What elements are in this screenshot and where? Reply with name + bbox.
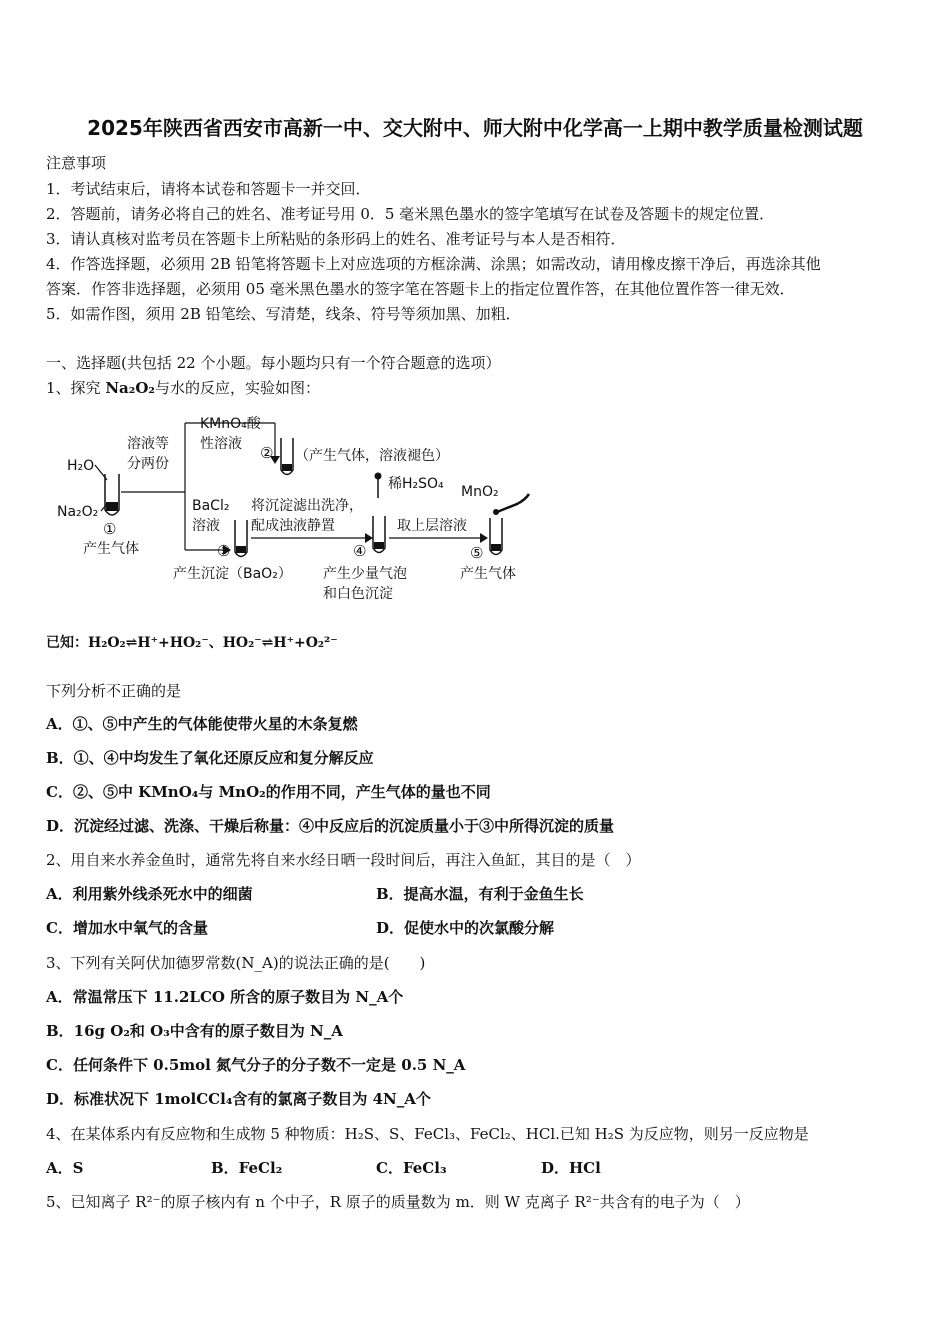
upper-arrowhead (480, 533, 488, 543)
kmno4-label-1: KMnO₄酸 (200, 416, 261, 432)
question-3-stem: 3、下列有关阿伏加德罗常数(N_A)的说法正确的是( ) (46, 954, 426, 972)
circle-1: ① (103, 520, 117, 538)
tube4-result-1: 产生少量气泡 (323, 566, 407, 582)
bacl2-label-1: BaCl₂ (192, 498, 230, 514)
q1-option-d[interactable]: D．沉淀经过滤、洗涤、干燥后称量：④中反应后的沉淀质量小于③中所得沉淀的质量 (46, 817, 615, 835)
tube1-result: 产生气体 (83, 541, 139, 557)
notice-item: 答案．作答非选择题，必须用 05 毫米黑色墨水的签字笔在答题卡上的指定位置作答，在其他位置作答一律无效． (46, 280, 795, 298)
q3-option-b[interactable]: B．16g O₂和 O₃中含有的原子数目为 N_A (46, 1022, 343, 1040)
test-tube-5 (490, 518, 502, 555)
kmno4-label-2: 性溶液 (200, 436, 242, 452)
circle-3: ③ (217, 542, 231, 560)
q1-option-b[interactable]: B．①、④中均发生了氧化还原反应和复分解反应 (46, 749, 374, 767)
q2-option-b[interactable]: B．提高水温，有利于金鱼生长 (376, 885, 584, 903)
dropper-icon (375, 473, 382, 499)
q3-option-d[interactable]: D．标准状况下 1molCCl₄含有的氯离子数目为 4N_A个 (46, 1090, 431, 1108)
q2-option-a[interactable]: A．利用紫外线杀死水中的细菌 (46, 885, 253, 903)
h2so4-label: 稀H₂SO₄ (388, 476, 444, 492)
q3-option-a[interactable]: A．常温常压下 11.2LCO 所含的原子数目为 N_A个 (46, 988, 404, 1006)
q1-option-a[interactable]: A．①、⑤中产生的气体能使带火星的木条复燃 (46, 715, 358, 733)
split-label-2: 分两份 (127, 456, 169, 472)
tube3-result: 产生沉淀（BaO₂） (173, 566, 292, 582)
q1-stem-prefix: 1、探究 (46, 379, 106, 397)
q2-option-c[interactable]: C．增加水中氧气的含量 (46, 919, 208, 937)
circle-2: ② (260, 444, 274, 462)
notice-item: 5．如需作图，须用 2B 铅笔绘、写清楚，线条、符号等须加黑、加粗． (46, 305, 521, 323)
test-tube-3 (235, 520, 247, 557)
circle-4: ④ (353, 542, 367, 560)
test-tube-4 (373, 516, 385, 553)
page-title: 2025年陕西省西安市高新一中、交大附中、师大附中化学高一上期中教学质量检测试题 (87, 116, 863, 140)
na2o2-label: Na₂O₂ (57, 504, 99, 520)
q3-option-c[interactable]: C．任何条件下 0.5mol 氮气分子的分子数不一定是 0.5 N_A (46, 1056, 466, 1074)
upper-layer-label: 取上层溶液 (397, 518, 467, 534)
notice-item: 2．答题前，请务必将自己的姓名、准考证号用 0．5 毫米黑色墨水的签字笔填写在试卷及答题卡的规定位置． (46, 205, 775, 223)
bacl2-label-2: 溶液 (192, 518, 220, 534)
q2-option-d[interactable]: D．促使水中的次氯酸分解 (376, 919, 555, 937)
notice-item: 1．考试结束后，请将本试卷和答题卡一并交回． (46, 180, 371, 198)
tube4-result-2: 和白色沉淀 (323, 586, 393, 602)
q1-stem-formula: Na₂O₂ (105, 379, 155, 397)
q1-known: 已知：H₂O₂⇌H⁺+HO₂⁻、HO₂⁻⇌H⁺+O₂²⁻ (46, 635, 338, 651)
q4-option-c[interactable]: C．FeCl₃ (376, 1159, 447, 1177)
tube5-result: 产生气体 (460, 566, 516, 582)
test-tube-2 (281, 438, 293, 475)
experiment-diagram (55, 408, 545, 608)
tube2-result: （产生气体，溶液褪色） (295, 448, 449, 464)
notice-item: 4．作答选择题，必须用 2B 铅笔将答题卡上对应选项的方框涂满、涂黑；如需改动，请用橡皮擦干净后，再选涂其他 (46, 255, 821, 273)
mno2-label: MnO₂ (461, 484, 499, 500)
notice-item: 3．请认真核对监考员在答题卡上所粘贴的条形码上的姓名、准考证号与本人是否相符． (46, 230, 626, 248)
question-5-stem: 5、已知离子 R²⁻的原子核内有 n 个中子，R 原子的质量数为 m．则 W 克离子 R²⁻共含有的电子为（ ） (46, 1193, 750, 1211)
question-4-stem: 4、在某体系内有反应物和生成物 5 种物质：H₂S、S、FeCl₃、FeCl₂、HCl.已知 H₂S 为反应物，则另一反应物是 (46, 1125, 809, 1143)
q1-ask: 下列分析不正确的是 (46, 682, 182, 700)
section-heading: 一、选择题(共包括 22 个小题。每小题均只有一个符合题意的选项） (46, 354, 501, 372)
question-2-stem: 2、用自来水养金鱼时，通常先将自来水经日晒一段时间后，再注入鱼缸，其目的是（ ） (46, 851, 641, 869)
notice-heading: 注意事项 (46, 154, 107, 172)
q1-stem-suffix: 与水的反应，实验如图： (154, 379, 320, 397)
q4-option-a[interactable]: A．S (46, 1159, 84, 1177)
circle-5: ⑤ (470, 544, 484, 562)
h2o-label: H₂O (67, 458, 95, 474)
split-label-1: 溶液等 (127, 436, 169, 452)
test-tube-1 (105, 474, 119, 515)
q4-option-d[interactable]: D．HCl (541, 1159, 601, 1177)
q4-option-b[interactable]: B．FeCl₂ (211, 1159, 283, 1177)
question-1-stem (46, 377, 320, 398)
q1-option-c[interactable]: C．②、⑤中 KMnO₄与 MnO₂的作用不同，产生气体的量也不同 (46, 783, 491, 801)
wash-label-1: 将沉淀滤出洗净， (251, 498, 363, 514)
wash-label-2: 配成浊液静置 (251, 518, 335, 534)
